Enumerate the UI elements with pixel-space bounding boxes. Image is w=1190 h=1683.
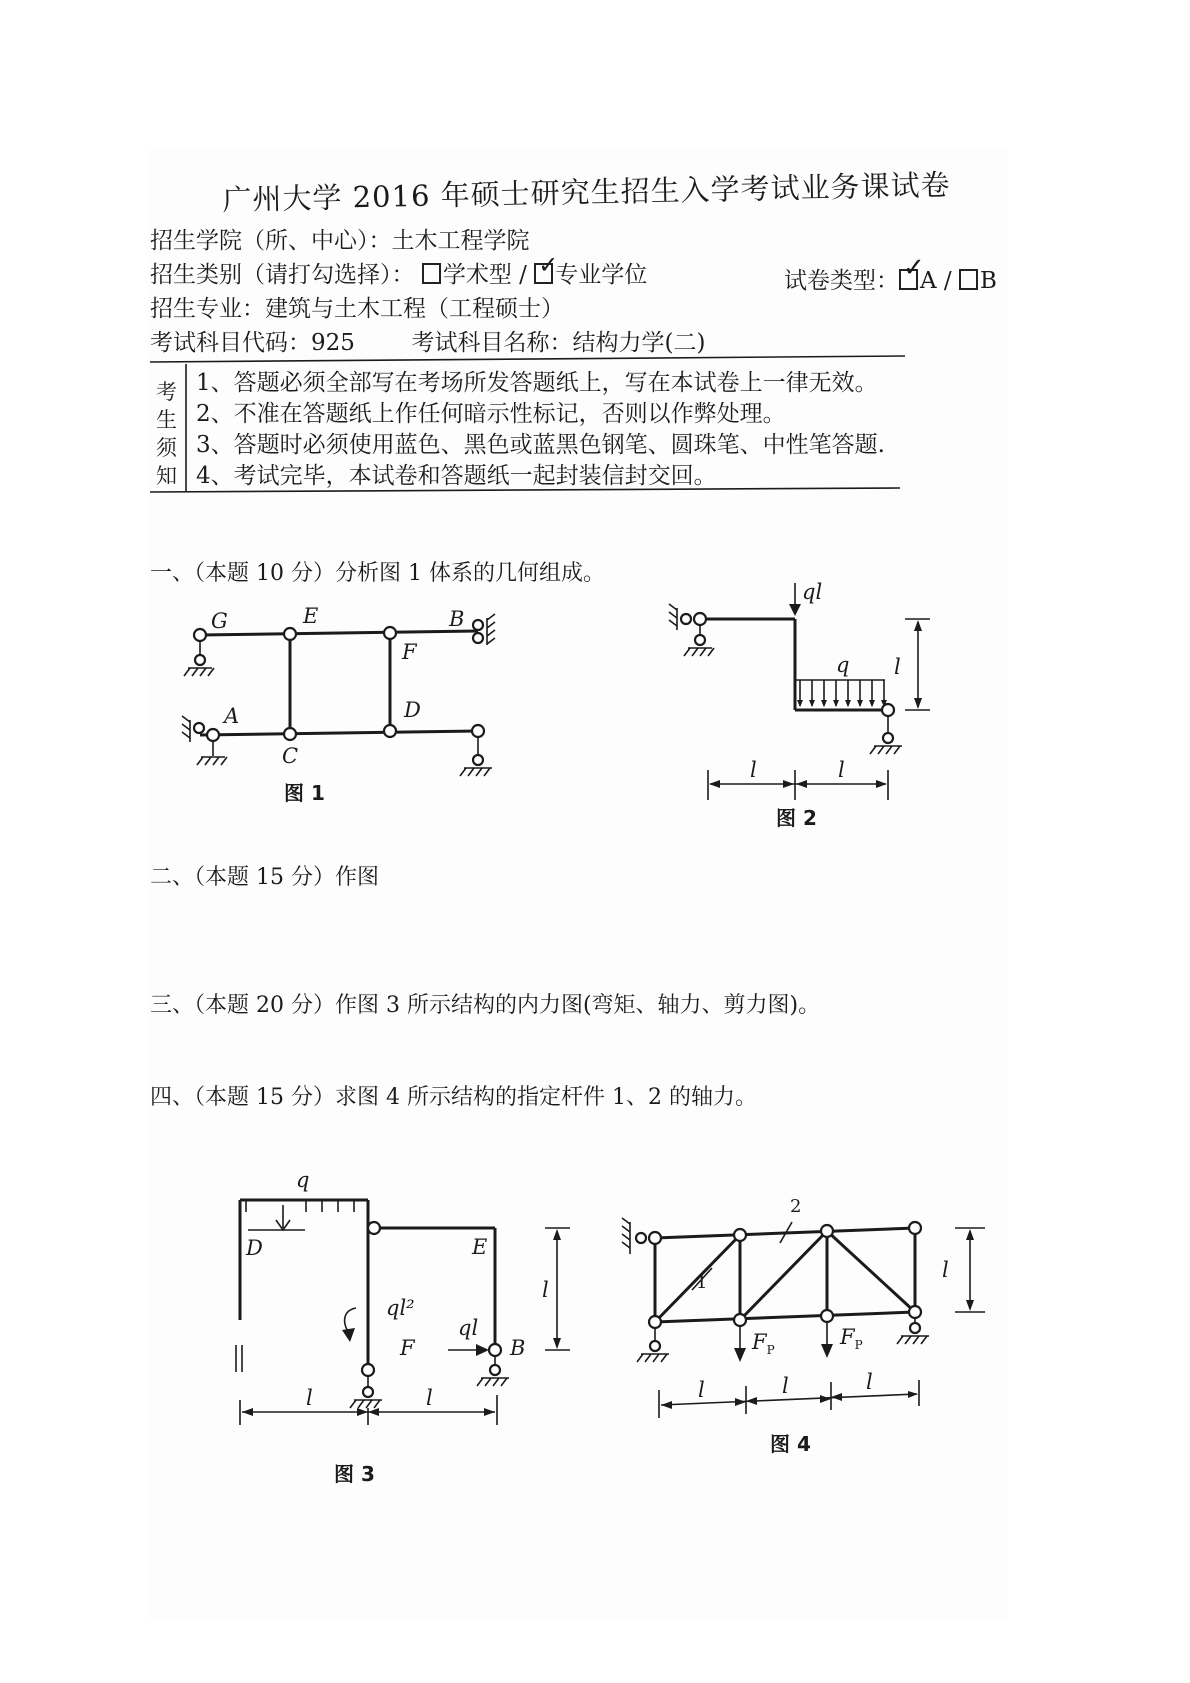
fig4-load-1-sub: P — [766, 1343, 775, 1358]
fig4-dim-l1: l — [698, 1378, 705, 1402]
fig4-caption: 图 4 — [770, 1432, 811, 1456]
code-value: 925 — [311, 330, 355, 356]
fig4-bar-2-label: 2 — [790, 1196, 802, 1217]
category-option-academic: 学术型 — [442, 262, 512, 288]
fig3-dim-l1: l — [306, 1386, 313, 1410]
fig2-dim-l1: l — [750, 758, 757, 782]
category-label: 招生类别（请打勾选择）： — [150, 262, 415, 288]
fig3-label-e: E — [472, 1235, 488, 1259]
major-value: 建筑与土木工程（工程硕士） — [265, 296, 564, 322]
question-2: 二、（本题 15 分）作图 — [150, 865, 379, 890]
fig4-dim-l3: l — [866, 1370, 873, 1394]
fig1-label-e: E — [303, 604, 319, 628]
check-mark-icon: ✓ — [903, 253, 925, 283]
fig3-caption: 图 3 — [334, 1462, 375, 1486]
fig3-label-b: B — [510, 1336, 526, 1360]
fig1-label-b: B — [449, 607, 465, 631]
notice-side-char: 考 — [156, 380, 177, 404]
question-1: 一、（本题 10 分）分析图 1 体系的几何组成。 — [150, 561, 605, 586]
notice-side-char: 知 — [156, 464, 177, 488]
fig1-caption: 图 1 — [284, 781, 325, 805]
paper-type-b: B — [980, 268, 997, 294]
exam-title: 广州大学 2016 年硕士研究生招生入学考试业务课试卷 — [222, 167, 951, 217]
subject-value: 结构力学(二) — [572, 330, 706, 356]
fig1-label-d: D — [404, 698, 421, 722]
fig2-point-load-label: ql — [802, 580, 823, 604]
fig1-label-g: G — [211, 609, 228, 633]
code-label: 考试科目代码： — [150, 330, 311, 356]
fig3-dist-load-label: q — [296, 1168, 310, 1192]
subject-label: 考试科目名称： — [411, 330, 573, 356]
college-label: 招生学院（所、中心）： — [150, 228, 392, 254]
paper-type-label: 试卷类型： — [784, 268, 899, 294]
question-4: 四、（本题 15 分）求图 4 所示结构的指定杆件 1、2 的轴力。 — [150, 1085, 757, 1110]
notice-item: 1、答题必须全部写在考场所发答题纸上，写在本试卷上一律无效。 — [196, 370, 878, 396]
fig4-dim-height: l — [942, 1258, 949, 1282]
fig4-load-1-symbol: F — [752, 1330, 767, 1354]
fig4-load-2 — [840, 1325, 863, 1352]
fig1-label-a: A — [224, 704, 240, 728]
paper-type-a: A — [920, 268, 937, 294]
question-3: 三、（本题 20 分）作图 3 所示结构的内力图(弯矩、轴力、剪力图)。 — [150, 993, 821, 1018]
fig2-dim-l2: l — [838, 758, 845, 782]
major-label: 招生专业： — [150, 296, 265, 322]
fig3-label-d: D — [246, 1236, 263, 1260]
college-value: 土木工程学院 — [391, 228, 530, 254]
check-mark-icon: ✓ — [538, 251, 559, 279]
fig3-moment-label: ql² — [386, 1296, 415, 1320]
notice-item: 4、考试完毕，本试卷和答题纸一起封装信封交回。 — [196, 463, 717, 489]
fig2-dist-load-label: q — [836, 653, 850, 677]
fig3-dim-l2: l — [426, 1386, 433, 1410]
fig1-label-f: F — [402, 640, 417, 664]
fig2-caption: 图 2 — [776, 806, 817, 830]
fig3-dim-height: l — [542, 1278, 549, 1302]
fig1-label-c: C — [282, 744, 299, 768]
notice-side-char: 生 — [156, 408, 177, 432]
category-option-professional: 专业学位 — [555, 262, 648, 288]
fig4-load-2-symbol: F — [840, 1325, 855, 1349]
fig4-bar-1-label: 1 — [696, 1272, 708, 1293]
paper-type-row: 试卷类型： ✓ A / B — [784, 253, 997, 294]
fig4-dim-l2: l — [782, 1374, 789, 1398]
fig4-load-1 — [752, 1330, 775, 1357]
fig2-dim-height: l — [894, 655, 901, 679]
fig3-label-f: F — [400, 1336, 415, 1360]
fig3-force-label: ql — [458, 1316, 479, 1340]
notice-item: 3、答题时必须使用蓝色、黑色或蓝黑色钢笔、圆珠笔、中性笔答题. — [196, 432, 885, 458]
notice-item: 2、不准在答题纸上作任何暗示性标记，否则以作弊处理。 — [196, 401, 786, 427]
notice-side-char: 须 — [156, 436, 177, 460]
fig4-load-2-sub: P — [854, 1338, 863, 1353]
category-separator: / — [519, 262, 527, 288]
